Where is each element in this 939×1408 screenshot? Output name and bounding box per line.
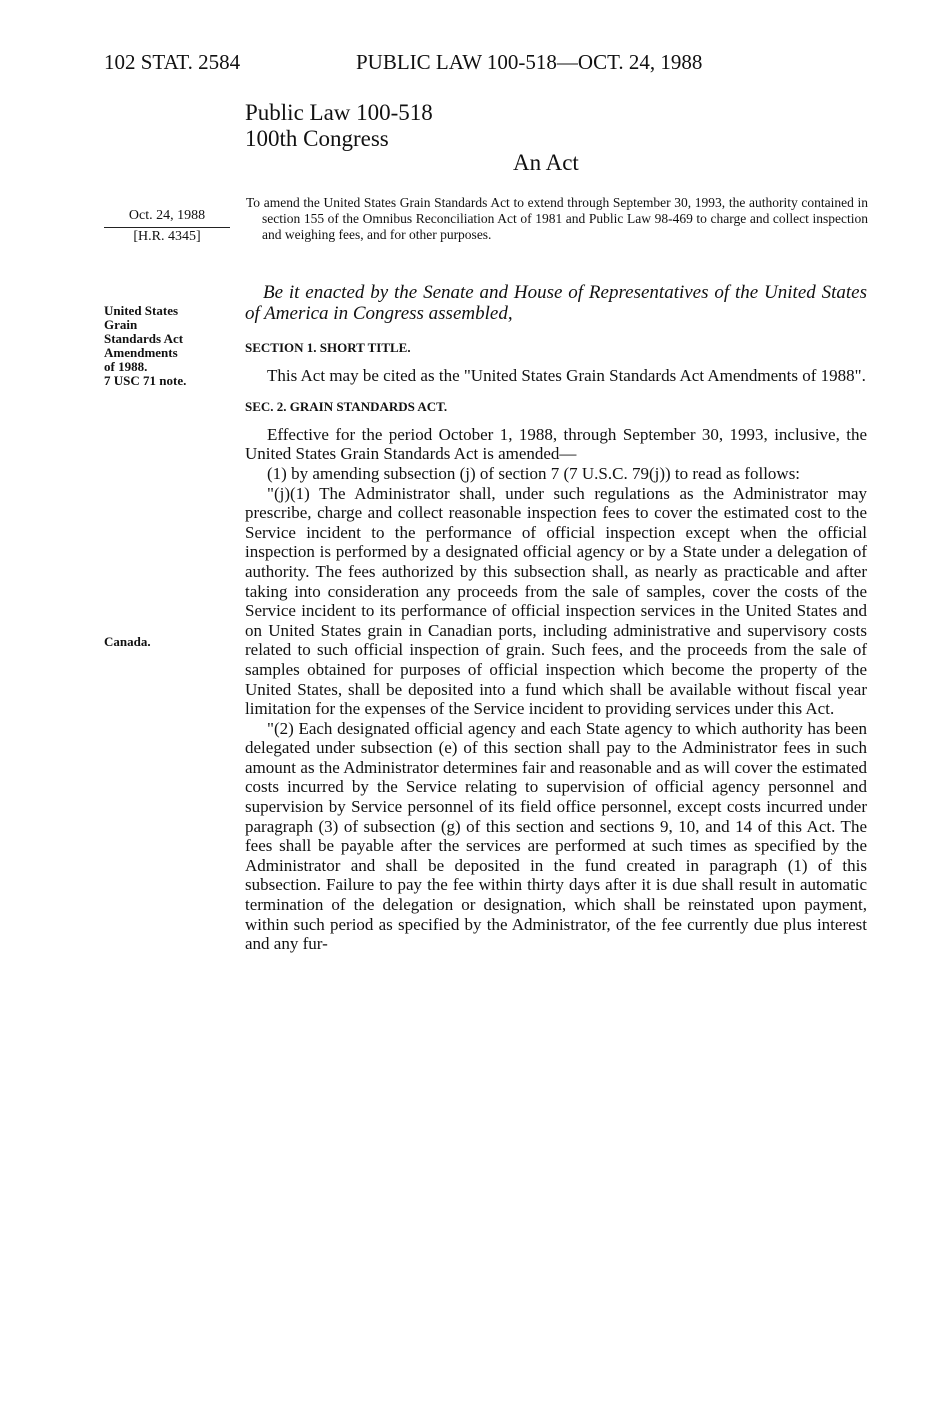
sidenote-topic bbox=[104, 304, 244, 388]
section-2-heading: SEC. 2. GRAIN STANDARDS ACT. bbox=[245, 399, 448, 415]
purpose-clause bbox=[246, 195, 868, 243]
section-1-heading: SECTION 1. SHORT TITLE. bbox=[245, 340, 411, 355]
law-title-block bbox=[245, 100, 433, 152]
sidenote-canada: Canada. bbox=[104, 634, 151, 649]
running-title: PUBLIC LAW 100-518—OCT. 24, 1988 bbox=[356, 50, 703, 74]
sidenote-topic-line: Standards Act bbox=[104, 331, 184, 346]
purpose-text: To amend the United States Grain Standards Act to extend through September 30, 1993, the authority contained in section 155 of the Omnibus Reconciliation Act of 1981 and Public Law 98-469 to charge and collect inspection and weighing fees, and for other purposes. bbox=[246, 195, 868, 242]
an-act-heading: An Act bbox=[513, 150, 579, 175]
sidenote-topic-line: Amendments bbox=[104, 345, 178, 360]
congress-number: 100th Congress bbox=[245, 126, 389, 151]
quoted-paragraph-j1: "(j)(1) The Administrator shall, under such regulations as the Administrator may prescribe, charge and collect reasonable inspection fees to cover the estimated cost to the Service incident to the performance of official inspection except when the official inspection is performed by a designated official agency or by a State under a delegation of authority. The fees authorized by this subsection shall, as nearly as practicable and after taking into consideration any proceeds from the sale of samples, cover the costs of the Service incident to its performance of official inspection services in the United States and on United States grain in Canadian ports, including administrative and supervisory costs related to such official inspection of grain. Such fees, and the proceeds from the sale of samples obtained for purposes of official inspection which become the property of the United States, shall be deposited into a fund which shall be available without fiscal year limitation for the expenses of the Service incident to providing services under this Act. bbox=[245, 483, 867, 719]
section-1-text: This Act may be cited as the "United States Grain Standards Act Amendments of 1988". bbox=[267, 365, 866, 385]
sidenote-date-block bbox=[104, 207, 230, 246]
sidenote-topic-line: of 1988. bbox=[104, 359, 148, 374]
sidenote-topic-line: Grain bbox=[104, 317, 138, 332]
amendment-item-1: (1) by amending subsection (j) of section 7 (7 U.S.C. 79(j)) to read as follows: bbox=[267, 463, 801, 483]
act-body bbox=[245, 282, 867, 954]
enacting-clause: Be it enacted by the Senate and House of Representatives of the United States of America in Congress assembled, bbox=[245, 282, 867, 324]
quoted-paragraph-j2: "(2) Each designated official agency and each State agency to which authority has been delegated under subsection (e) of this section shall pay to the Administrator fees in such amount as the Administrator determines fair and reasonable and as will cover the estimated costs incurred by the Service relating to supervision of official agency personnel and supervision by Service personnel of its field office personnel, except costs incurred under paragraph (3) of subsection (g) of this section and sections 9, 10, and 14 of this Act. The fees shall be payable after the services are performed at such times as specified by the Administrator and shall be deposited in the fund created in paragraph (1) of this subsection. Failure to pay the fee within thirty days after it is due shall result in automatic termination of the delegation or designation, which shall be reinstated upon payment, within such period as specified by the Administrator, of the fee currently due plus interest and any fur- bbox=[245, 718, 867, 954]
stat-citation: 102 STAT. 2584 bbox=[104, 50, 241, 74]
public-law-number: Public Law 100-518 bbox=[245, 100, 433, 125]
section-2-intro: Effective for the period October 1, 1988, through September 30, 1993, inclusive, the United States Grain Standards Act is amended— bbox=[245, 424, 867, 464]
sidenote-bill-number: [H.R. 4345] bbox=[133, 229, 201, 244]
sidenote-topic-line: United States bbox=[104, 303, 179, 318]
sidenote-topic-line: 7 USC 71 note. bbox=[104, 373, 187, 388]
sidenote-date: Oct. 24, 1988 bbox=[104, 207, 230, 228]
